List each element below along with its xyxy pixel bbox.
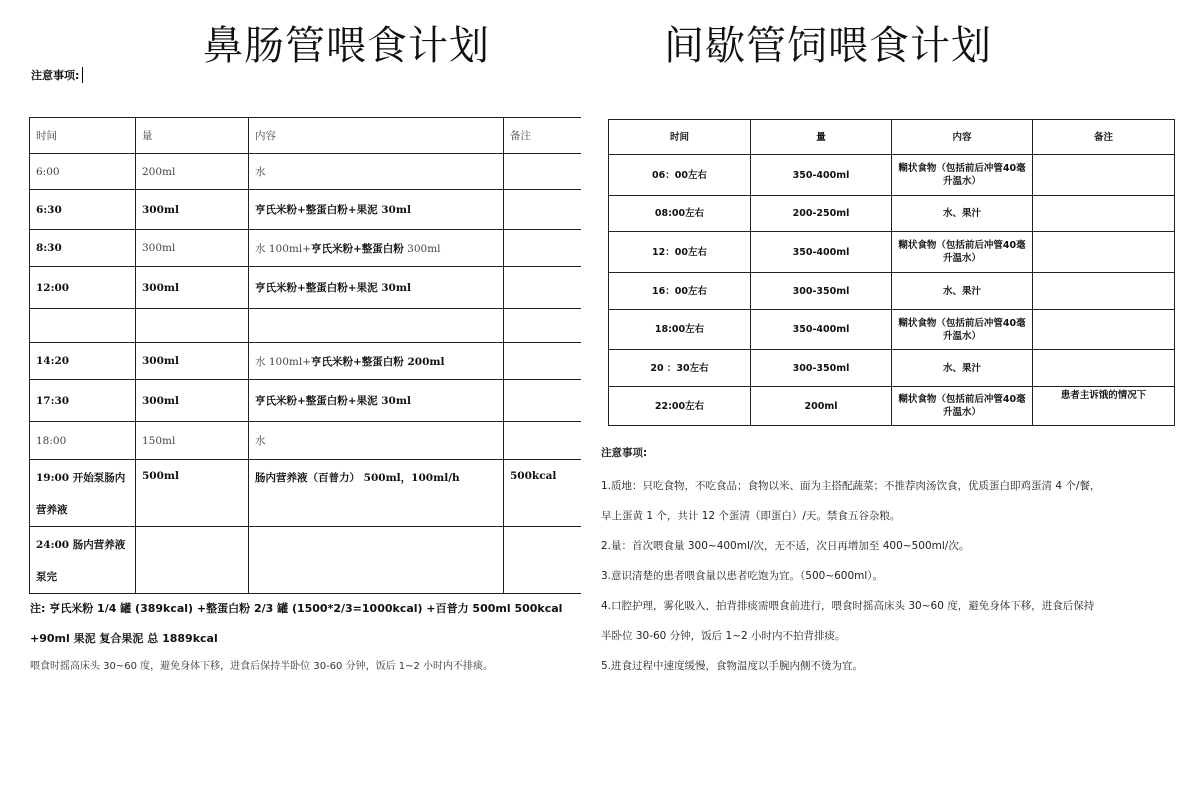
table-row: [609, 232, 1175, 273]
left-footnote-instructions: 喂食时摇高床头 30~60 度，避免身体下移，进食后保持半卧位 30-60 分钟，饭后 1~2 小时内不排痰。: [30, 661, 494, 672]
cell-remark: [504, 267, 581, 309]
table-row: [609, 155, 1175, 196]
content-prefix: 水 100ml+: [255, 355, 311, 368]
cell-content: 糊状食物（包括前后冲管40毫升温水）: [892, 387, 1033, 426]
cell-content: 水、果汁: [892, 196, 1033, 232]
cell-remark: 500kcal: [504, 460, 581, 527]
cell-content: 糊状食物（包括前后冲管40毫升温水）: [892, 155, 1033, 196]
cell-time: 24:00 肠内营养液泵完: [30, 527, 136, 594]
cell-content: 水: [249, 154, 504, 190]
table-row: [30, 380, 581, 422]
footnote-line: 注: 亨氏米粉 1/4 罐 (389kcal) +整蛋白粉 2/3 罐 (1500*2/3=1000kcal) +百普力 500ml 500kcal: [30, 602, 563, 615]
cell-amount: 300-350ml: [751, 350, 892, 387]
cell-amount: 300-350ml: [751, 273, 892, 310]
cell-remark: [1033, 310, 1175, 350]
table-row: [609, 273, 1175, 310]
cell-content: 水、果汁: [892, 273, 1033, 310]
cell-time: 19:00 开始泵肠内营养液: [30, 460, 136, 527]
note-line: 半卧位 30-60 分钟，饭后 1~2 小时内不拍背排痰。: [601, 630, 846, 642]
cell-time-text: 14:20: [36, 355, 70, 367]
note-line: 1.质地：只吃食物，不吃食品；食物以米、面为主搭配蔬菜；不推荐肉汤饮食，优质蛋白即鸡蛋清 4 个/餐，: [601, 480, 1101, 492]
cell-amount: [136, 309, 249, 343]
note-line: 5.进食过程中速度缓慢，食物温度以手腕内侧不烫为宜。: [601, 660, 864, 672]
table-header-row: [30, 118, 581, 154]
cell-time: [30, 230, 136, 267]
header-time: 时间: [609, 120, 751, 155]
note-line: 2.量：首次喂食量 300~400ml/次，无不适，次日再增加至 400~500ml/次。: [601, 540, 970, 552]
cell-amount: 200-250ml: [751, 196, 892, 232]
cell-amount: 300ml: [136, 380, 249, 422]
cell-amount: 150ml: [136, 422, 249, 460]
cell-content: [249, 527, 504, 594]
cell-amount: 200ml: [751, 387, 892, 426]
table-row: [30, 527, 581, 594]
header-content: 内容: [249, 118, 504, 154]
header-time: 时间: [30, 118, 136, 154]
cell-remark: [1033, 273, 1175, 310]
cell-time: 12:00: [30, 267, 136, 309]
table-row: [30, 154, 581, 190]
cell-amount-text: 300ml: [142, 355, 180, 367]
right-notes-label: 注意事项:: [601, 447, 648, 459]
cell-time: 17:30: [30, 380, 136, 422]
content-prefix: 水 100ml+: [255, 242, 311, 255]
cell-amount: 350-400ml: [751, 310, 892, 350]
content-suffix: 300ml: [403, 242, 441, 255]
cell-remark: [504, 422, 581, 460]
header-amount: 量: [136, 118, 249, 154]
content-suffix: 200ml: [403, 355, 445, 368]
cell-content: 肠内营养液（百普力） 500ml，100ml/h: [249, 460, 504, 527]
left-notes-label: [31, 67, 83, 83]
right-feeding-table: [608, 119, 1175, 426]
cell-amount: [136, 343, 249, 380]
header-remark: 备注: [504, 118, 581, 154]
cell-remark: [1033, 232, 1175, 273]
cell-time: [30, 309, 136, 343]
left-feeding-table: [29, 117, 581, 594]
footnote-line: +90ml 果泥 复合果泥 总 1889kcal: [30, 632, 218, 645]
cell-amount: 300ml: [136, 267, 249, 309]
cell-remark: 患者主诉饿的情况下: [1033, 387, 1175, 426]
table-row-empty: [30, 309, 581, 343]
table-row: [30, 422, 581, 460]
cell-amount: 350-400ml: [751, 155, 892, 196]
cell-amount: 300ml: [136, 230, 249, 267]
table-row: [30, 460, 581, 527]
cell-content: 水、果汁: [892, 350, 1033, 387]
cell-amount: 200ml: [136, 154, 249, 190]
cell-time: 12：00左右: [609, 232, 751, 273]
table-row: [609, 310, 1175, 350]
cell-amount: 300ml: [136, 190, 249, 230]
left-footnote: [30, 594, 590, 654]
cell-content: 糊状食物（包括前后冲管40毫升温水）: [892, 310, 1033, 350]
left-notes-label-text: 注意事项:: [31, 69, 80, 82]
cell-content: 亨氏米粉+整蛋白粉+果泥 30ml: [249, 380, 504, 422]
header-content: 内容: [892, 120, 1033, 155]
note-line: 4.口腔护理，雾化吸入，拍背排痰需喂食前进行，喂食时摇高床头 30~60 度，避免身体下移，进食后保持: [601, 600, 1095, 612]
right-notes-section: [601, 442, 1191, 681]
cell-remark: [1033, 155, 1175, 196]
table-row: [609, 350, 1175, 387]
cell-remark: [1033, 350, 1175, 387]
cell-remark: [504, 380, 581, 422]
content-bold: 亨氏米粉+整蛋白粉: [311, 242, 404, 255]
table-row: [30, 190, 581, 230]
note-line: 3.意识清楚的患者喂食量以患者吃饱为宜。（500~600ml）。: [601, 570, 884, 582]
table-row: [30, 267, 581, 309]
left-title: 鼻肠管喂食计划: [203, 23, 490, 69]
cell-content: 水: [249, 422, 504, 460]
cell-remark: [504, 230, 581, 267]
cell-amount: 500ml: [136, 460, 249, 527]
table-row: [609, 387, 1175, 426]
table-row: [30, 343, 581, 380]
cell-content: [249, 343, 504, 380]
header-remark: 备注: [1033, 120, 1175, 155]
cell-time: 18:00: [30, 422, 136, 460]
cell-time-text: 8:30: [36, 242, 62, 254]
cell-remark: [504, 309, 581, 343]
cell-remark: [504, 190, 581, 230]
cell-remark: [504, 343, 581, 380]
cell-remark: [504, 527, 581, 594]
text-cursor[interactable]: [82, 67, 83, 83]
cell-time: 08:00左右: [609, 196, 751, 232]
right-title: 间歇管饲喂食计划: [664, 23, 992, 69]
cell-amount: 350-400ml: [751, 232, 892, 273]
cell-time: 06：00左右: [609, 155, 751, 196]
cell-amount: [136, 527, 249, 594]
note-line: 早上蛋黄 1 个，共计 12 个蛋清（即蛋白）/天。禁食五谷杂粮。: [601, 510, 901, 522]
cell-time: 18:00左右: [609, 310, 751, 350]
cell-remark: [1033, 196, 1175, 232]
cell-content: [249, 230, 504, 267]
cell-time: 22:00左右: [609, 387, 751, 426]
cell-time: [30, 343, 136, 380]
cell-time: 6:30: [30, 190, 136, 230]
cell-content: 亨氏米粉+整蛋白粉+果泥 30ml: [249, 190, 504, 230]
cell-content: [249, 309, 504, 343]
content-bold: 亨氏米粉+整蛋白粉: [311, 355, 404, 368]
cell-time: 16：00左右: [609, 273, 751, 310]
cell-time: 20 ：30左右: [609, 350, 751, 387]
cell-remark: [504, 154, 581, 190]
table-row: [30, 230, 581, 267]
table-row: [609, 196, 1175, 232]
cell-content: 糊状食物（包括前后冲管40毫升温水）: [892, 232, 1033, 273]
cell-content: 亨氏米粉+整蛋白粉+果泥 30ml: [249, 267, 504, 309]
table-header-row: [609, 120, 1175, 155]
cell-time: 6:00: [30, 154, 136, 190]
header-amount: 量: [751, 120, 892, 155]
